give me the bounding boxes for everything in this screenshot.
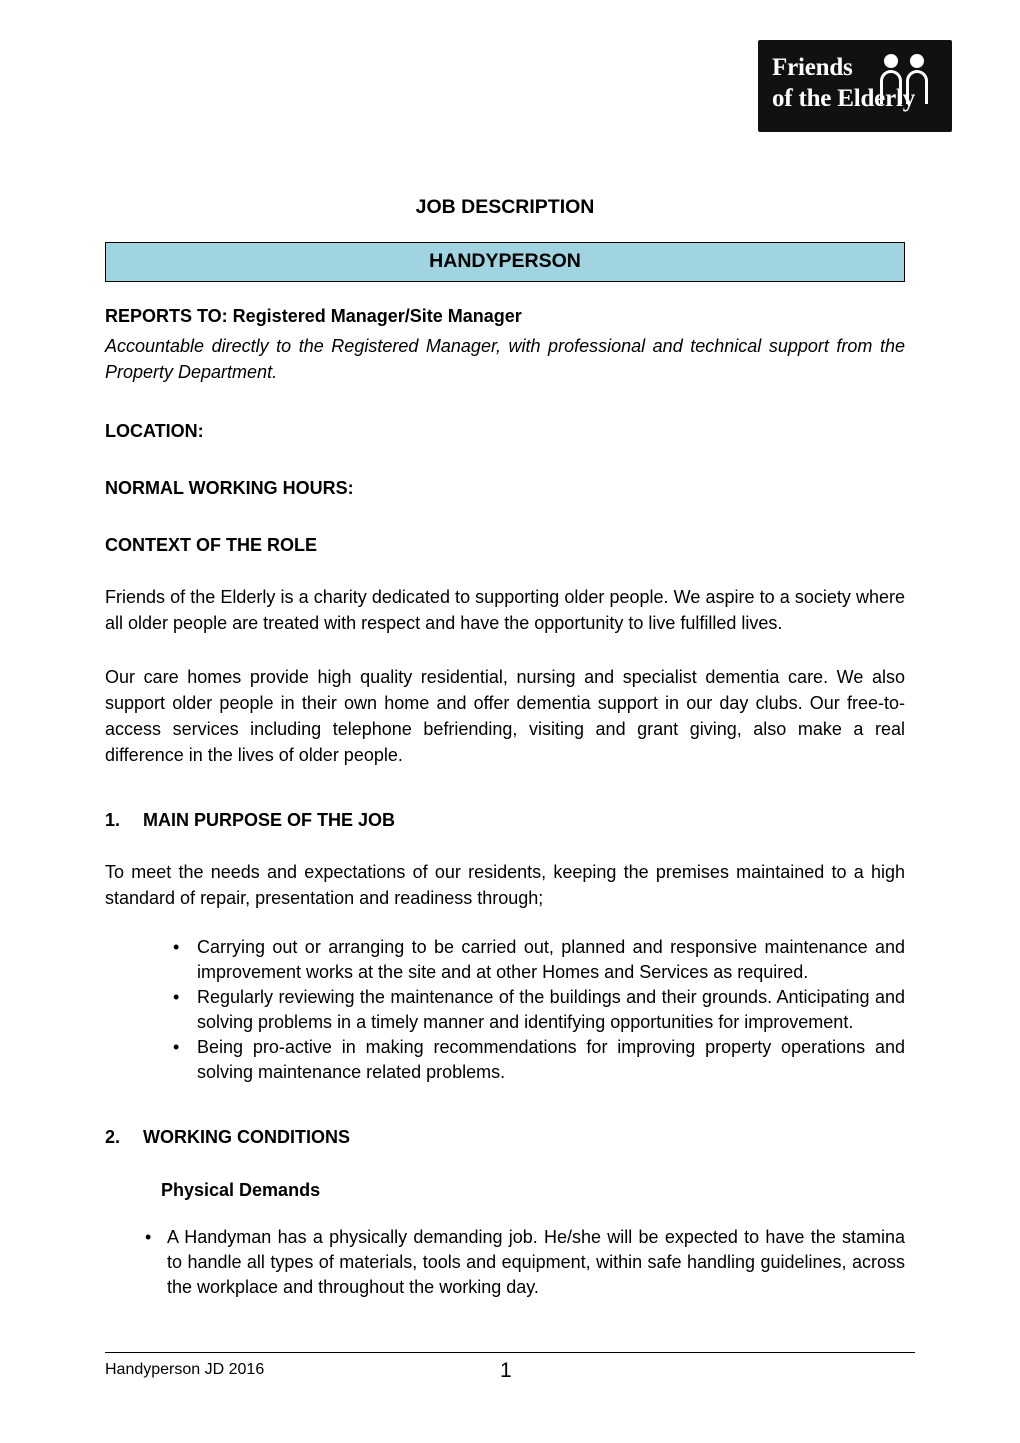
section-1-bullet-list: [105, 935, 905, 1085]
context-paragraph-1: Friends of the Elderly is a charity dedicated to supporting older people. We aspire to a society where all older people are treated with respect and have the opportunity to live fulfilled lives.: [105, 587, 905, 633]
reports-to-line: REPORTS TO: Registered Manager/Site Manager: [105, 306, 522, 326]
list-item-text: Being pro-active in making recommendations for improving property operations and solving maintenance related problems.: [197, 1037, 905, 1082]
list-item: [105, 935, 905, 985]
person-figure-right: [906, 54, 928, 104]
section-2-bullet-list: [105, 1225, 905, 1300]
logo-line-2: of the Elderly: [772, 85, 916, 112]
bullet-icon: •: [145, 1227, 152, 1247]
section-1-title: MAIN PURPOSE OF THE JOB: [143, 810, 396, 830]
working-hours-label: NORMAL WORKING HOURS:: [105, 478, 354, 498]
page-footer: [105, 1352, 915, 1382]
footer-reference: Handyperson JD 2016: [105, 1361, 265, 1378]
context-of-role-label: CONTEXT OF THE ROLE: [105, 535, 318, 555]
page-title: JOB DESCRIPTION: [415, 196, 595, 218]
section-1-heading: [105, 810, 905, 831]
role-title-band: HANDYPERSON: [105, 242, 905, 282]
section-2-heading: [105, 1127, 905, 1148]
reports-to-note: Accountable directly to the Registered Manager, with professional and technical support from the Property Department.: [105, 336, 905, 382]
list-item-text: Regularly reviewing the maintenance of the buildings and their grounds. Anticipating and solving problems in a timely manner and identifying opportunities for improvement.: [197, 987, 905, 1032]
section-1-number: 1.: [105, 810, 121, 830]
list-item-text: A Handyman has a physically demanding job. He/she will be expected to have the stamina to handle all types of materials, tools and equipment, within safe handling guidelines, across the workplace and throughout the working day.: [167, 1227, 905, 1297]
list-item: [105, 1035, 905, 1085]
physical-demands-subheading: Physical Demands: [161, 1180, 321, 1200]
context-paragraph-2: Our care homes provide high quality residential, nursing and specialist dementia care. We also support older people in their own home and offer dementia support in our day clubs. Our free-to-access services including telephone befriending, visiting and grant giving, also make a real difference in the lives of older people.: [105, 667, 905, 765]
document-body: [105, 0, 905, 1300]
bullet-icon: •: [173, 987, 180, 1007]
list-item: [105, 985, 905, 1035]
footer-page-number: 1: [500, 1359, 512, 1382]
list-item: [105, 1225, 905, 1300]
section-2-number: 2.: [105, 1127, 121, 1147]
section-2-title: WORKING CONDITIONS: [143, 1127, 350, 1147]
person-head: [910, 54, 924, 68]
logo-line-1: Friends: [772, 54, 853, 81]
location-label: LOCATION:: [105, 421, 204, 441]
section-1-intro: To meet the needs and expectations of our residents, keeping the premises maintained to a high standard of repair, presentation and readiness through;: [105, 862, 905, 908]
person-body: [906, 70, 928, 104]
list-item-text: Carrying out or arranging to be carried out, planned and responsive maintenance and improvement works at the site and at other Homes and Services as required.: [197, 937, 905, 982]
bullet-icon: •: [173, 937, 180, 957]
bullet-icon: •: [173, 1037, 180, 1057]
